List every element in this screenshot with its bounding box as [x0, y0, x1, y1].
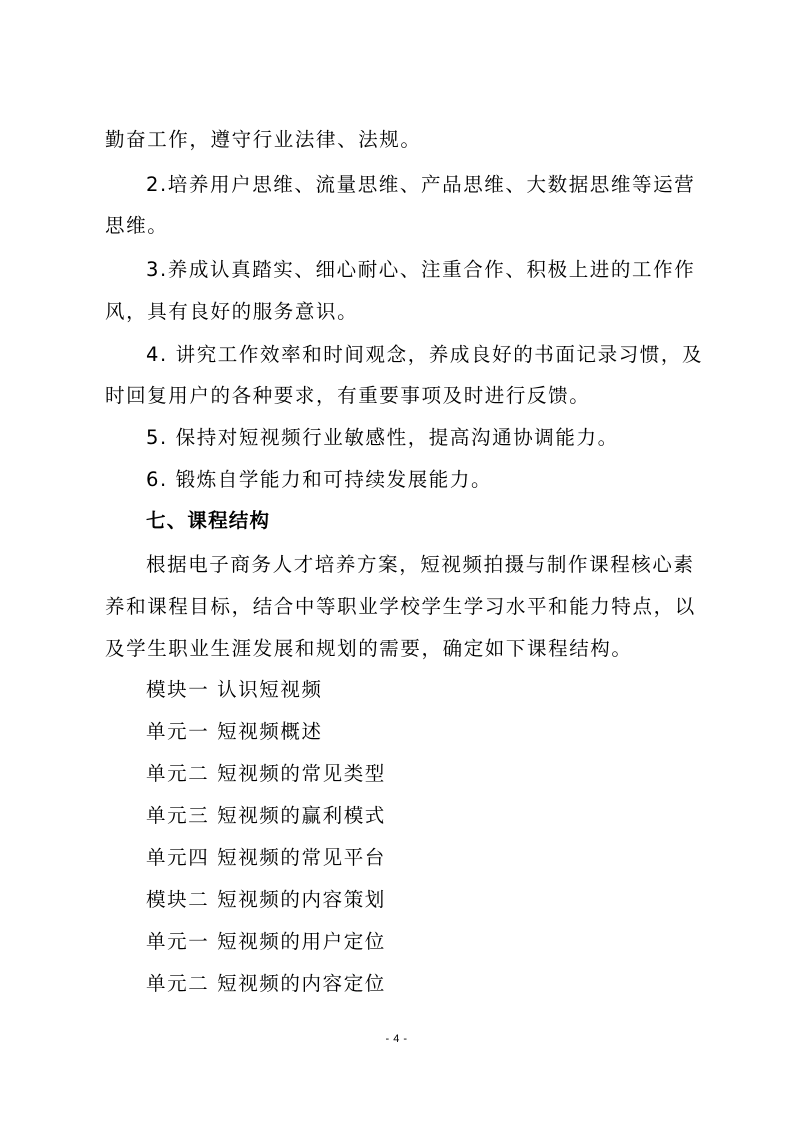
text-line: 养和课程目标，结合中等职业学校学生学习水平和能力特点，以 — [105, 595, 696, 618]
structure-item: 单元一 短视频概述 — [146, 720, 323, 743]
section-heading: 七、课程结构 — [146, 509, 271, 532]
text-line: 根据电子商务人才培养方案，短视频拍摄与制作课程核心素 — [146, 553, 695, 576]
structure-item: 模块二 短视频的内容策划 — [146, 888, 386, 911]
text-line: 风，具有良好的服务意识。 — [105, 300, 359, 323]
structure-item: 单元一 短视频的用户定位 — [146, 930, 386, 953]
text-line: 6. 锻炼自学能力和可持续发展能力。 — [146, 468, 493, 491]
structure-item: 模块一 认识短视频 — [146, 678, 323, 701]
text-line: 3.养成认真踏实、细心耐心、注重合作、积极上进的工作作 — [146, 258, 696, 281]
text-line: 及学生职业生涯发展和规划的需要，确定如下课程结构。 — [105, 637, 633, 660]
text-line: 勤奋工作，遵守行业法律、法规。 — [105, 128, 422, 151]
text-line: 4. 讲究工作效率和时间观念，养成良好的书面记录习惯，及 — [146, 343, 704, 366]
structure-item: 单元三 短视频的赢利模式 — [146, 804, 386, 827]
structure-item: 单元二 短视频的内容定位 — [146, 972, 386, 995]
text-line: 时回复用户的各种要求，有重要事项及时进行反馈。 — [105, 384, 591, 407]
page-number: - 4 - — [385, 1033, 408, 1045]
structure-item: 单元四 短视频的常见平台 — [146, 846, 386, 869]
text-line: 思维。 — [105, 214, 169, 237]
text-line: 2.培养用户思维、流量思维、产品思维、大数据思维等运营 — [146, 173, 696, 196]
structure-item: 单元二 短视频的常见类型 — [146, 762, 386, 785]
text-line: 5. 保持对短视频行业敏感性，提高沟通协调能力。 — [146, 426, 619, 449]
